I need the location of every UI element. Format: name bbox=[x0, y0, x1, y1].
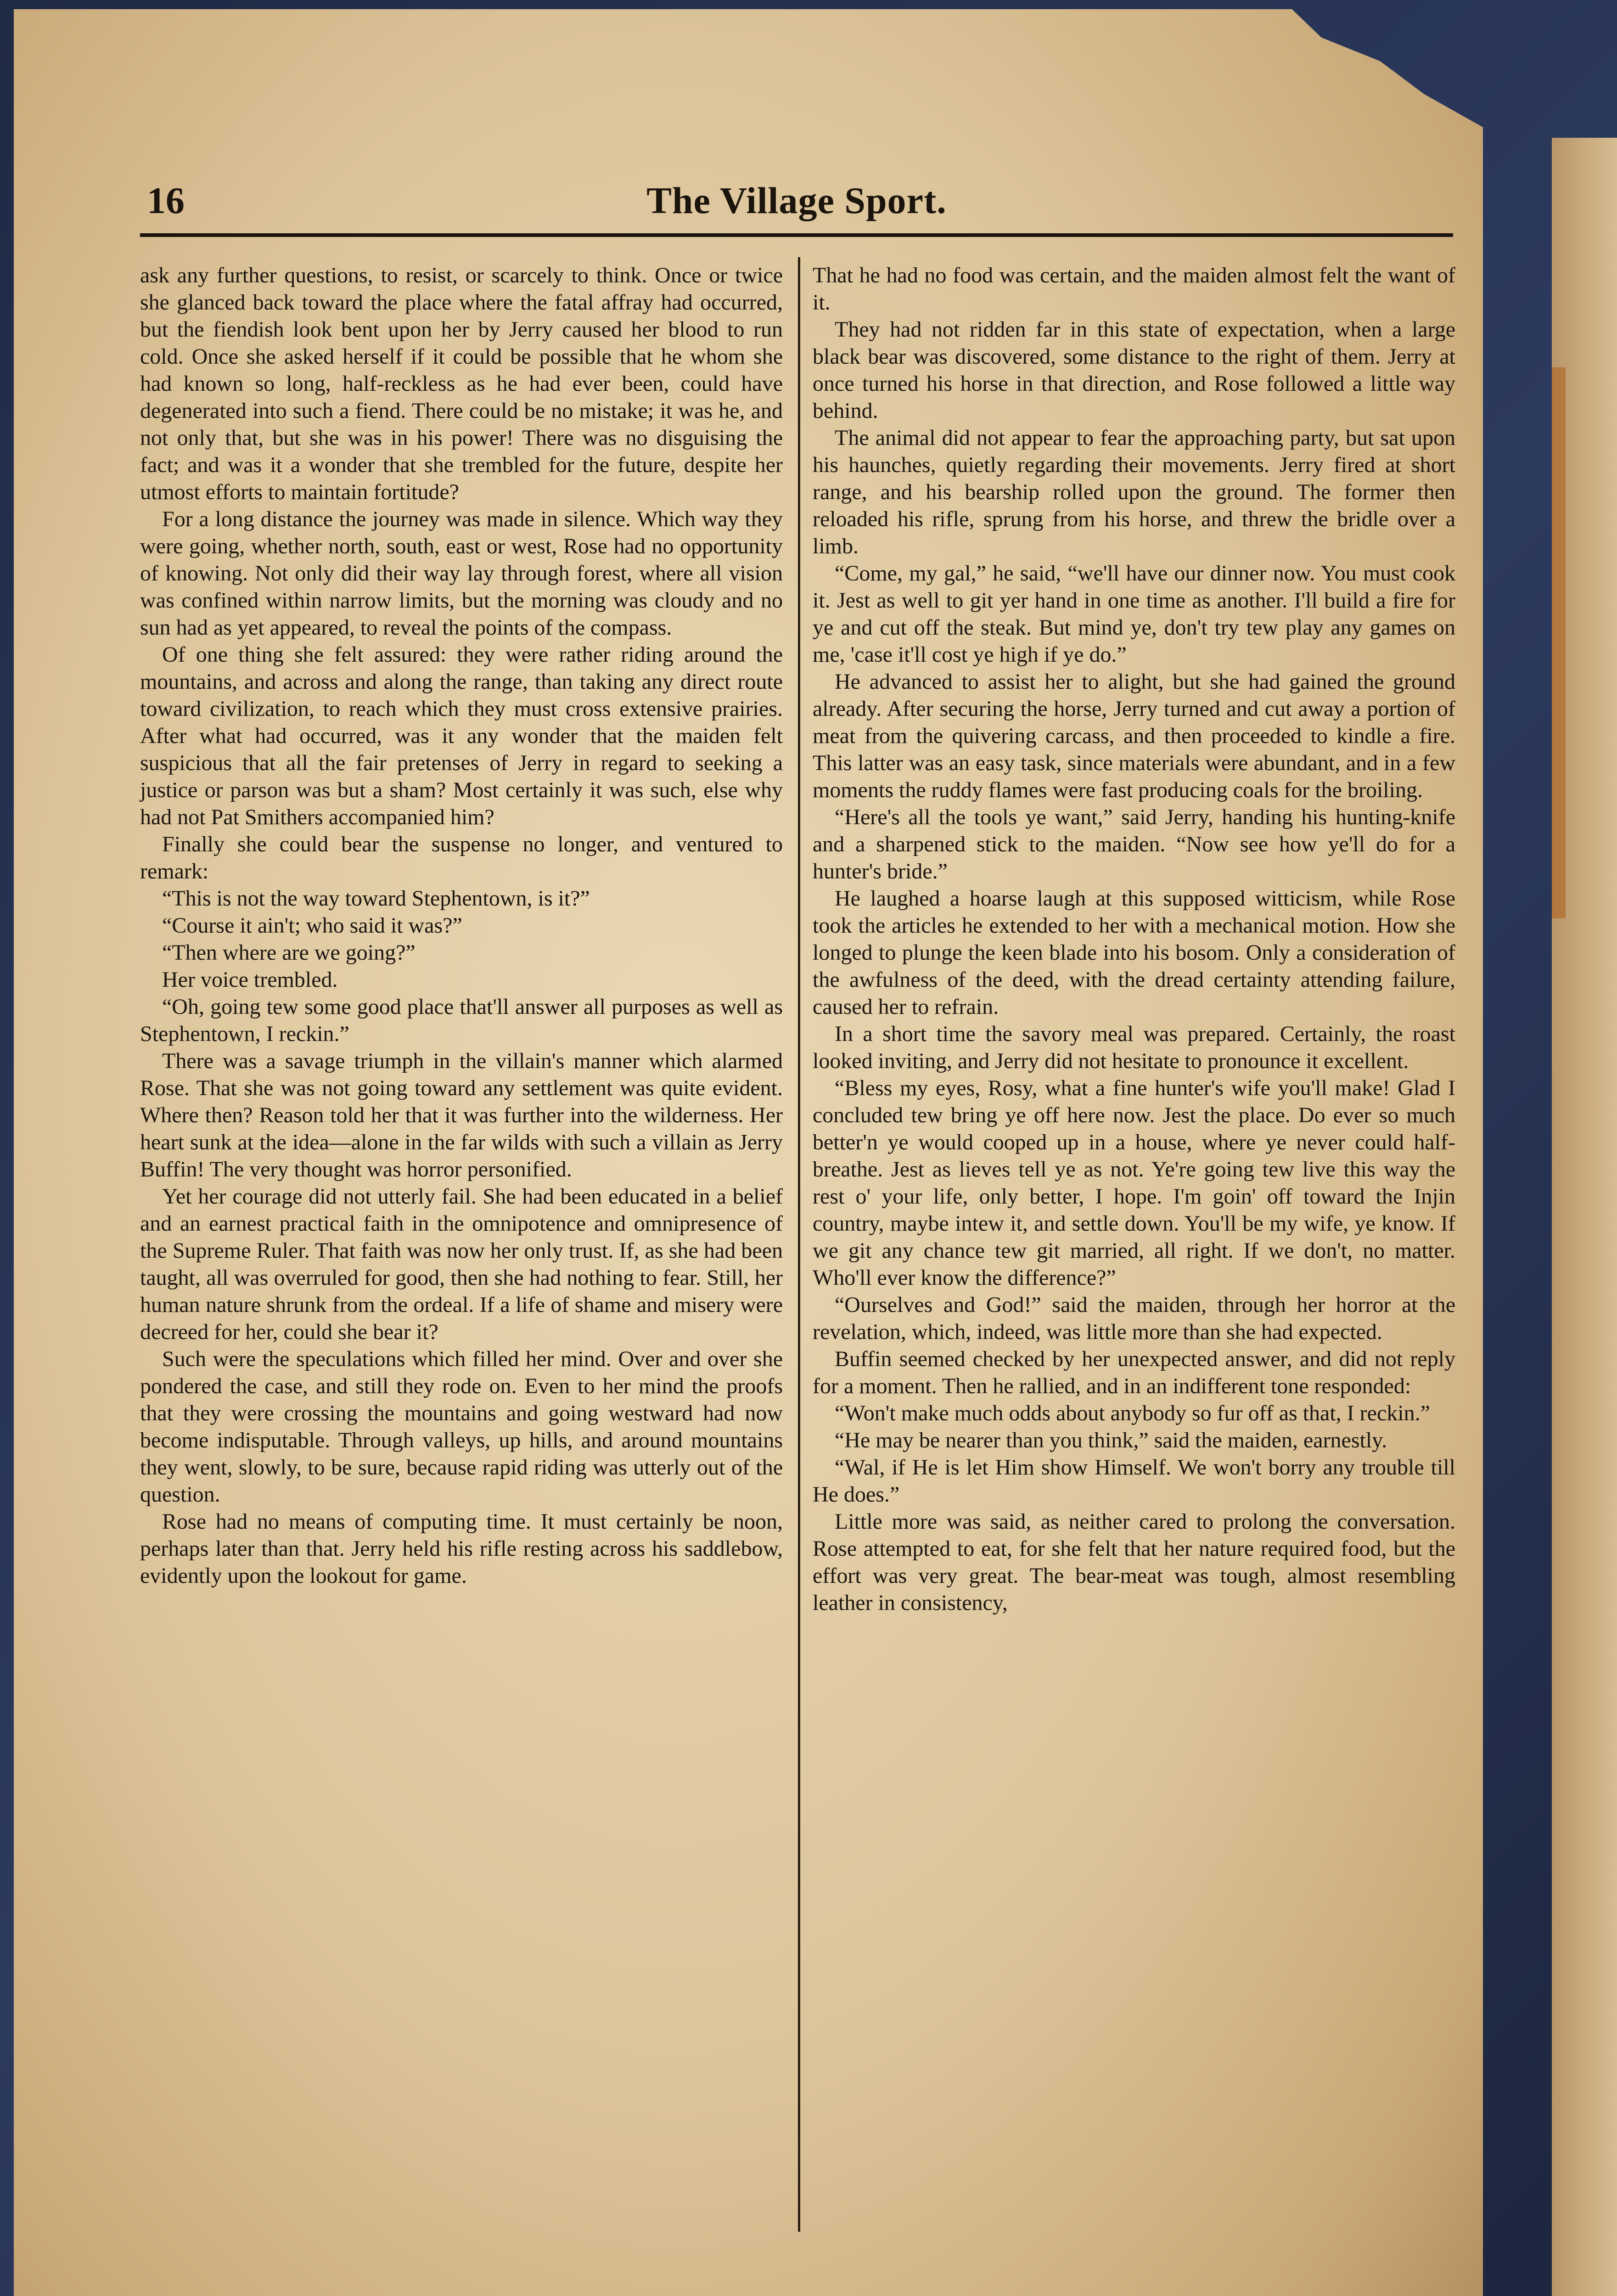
header-rule bbox=[140, 233, 1453, 237]
paragraph: Rose had no means of computing time. It must certainly be noon, perhaps later than that. Jerry held his rifle resting across his saddlebow, evidently upon the lookout for game. bbox=[140, 1509, 783, 1588]
paragraph: “Course it ain't; who said it was?” bbox=[162, 913, 462, 938]
paragraph: Buffin seemed checked by her unexpected answer, and did not reply for a moment. Then he rallied, and in an indifferent tone responded: bbox=[813, 1347, 1455, 1398]
paragraph: Her voice trembled. bbox=[162, 968, 338, 992]
paragraph: Such were the speculations which filled her mind. Over and over she pondered the case, and still they rode on. Even to her mind the proofs that they were crossing the mountains and going westward had now become indisputable. Through valleys, up hills, and around mountains they went, slowly, to be sure, because rapid riding was utterly out of the question. bbox=[140, 1347, 783, 1507]
paragraph: He laughed a hoarse laugh at this supposed witticism, while Rose took the articles he extended to her with a mechanical motion. How she longed to plunge the keen blade into his bosom. Only a consideration of the awfulness of the deed, with the dread certainty attending failure, caused her to refrain. bbox=[813, 886, 1455, 1019]
paragraph: There was a savage triumph in the villain's manner which alarmed Rose. That she was not going toward any settlement was quite evident. Where then? Reason told her that it was further into the wilderness. Her heart sunk at the idea—alone in the far wilds with such a villain as Jerry Buffin! The very thought was horror personified. bbox=[140, 1049, 783, 1182]
paragraph: “Here's all the tools ye want,” said Jerry, handing his hunting-knife and a sharpened stick to the maiden. “Now see how ye'll do for a hunter's bride.” bbox=[813, 805, 1455, 884]
paragraph: “Bless my eyes, Rosy, what a fine hunter's wife you'll make! Glad I concluded tew bring ye off here now. Jest the place. Do ever so much better'n ye would cooped up in a house, where ye never could half-breathe. Jest as lieves tell ye as not. Ye're going tew live this way the rest o' your life, only better, I hope. I'm goin' off toward the Injin country, maybe intew it, and settle down. You'll be my wife, ye know. If we git any chance tew git married, all right. If we don't, no matter. Who'll ever know the difference?” bbox=[813, 1076, 1455, 1290]
paragraph: Of one thing she felt assured: they were rather riding around the mountains, and across and along the range, than taking any direct route toward civilization, to reach which they must cross extensive prairies. After what had occurred, was it any wonder that the maiden felt suspicious that all the fair pretenses of Jerry in regard to seeking a justice or parson was but a sham? Most certainly it was such, else why had not Pat Smithers accompanied him? bbox=[140, 642, 783, 829]
paragraph: “Then where are we going?” bbox=[162, 940, 415, 965]
paragraph: “Oh, going tew some good place that'll answer all purposes as well as Stephentown, I reckin.” bbox=[140, 995, 783, 1046]
right-column bbox=[813, 262, 1455, 1616]
paragraph: Yet her courage did not utterly fail. She had been educated in a belief and an earnest practical faith in the omnipotence and omnipresence of the Supreme Ruler. That faith was now her only trust. If, as she had been taught, all was overruled for good, then she had nothing to fear. Still, her human nature shrunk from the ordeal. If a life of shame and misery were decreed for her, could she bear it? bbox=[140, 1184, 783, 1344]
column-divider bbox=[798, 257, 800, 2232]
paragraph: “This is not the way toward Stephentown, is it?” bbox=[162, 886, 590, 911]
page-header bbox=[133, 174, 1460, 230]
binding-tape bbox=[1552, 367, 1566, 918]
paragraph: “Ourselves and God!” said the maiden, through her horror at the revelation, which, indeed, was little more than she had expected. bbox=[813, 1293, 1455, 1344]
paragraph: He advanced to assist her to alight, but she had gained the ground already. After securing the horse, Jerry turned and cut away a portion of meat from the quivering carcass, and then proceeded to kindle a fire. This latter was an easy task, since materials were abundant, and in a few moments the ruddy flames were fast producing coals for the broiling. bbox=[813, 670, 1455, 802]
paragraph: “Wal, if He is let Him show Himself. We won't borry any trouble till He does.” bbox=[813, 1455, 1455, 1507]
page-number: 16 bbox=[147, 180, 185, 221]
paragraph: For a long distance the journey was made in silence. Which way they were going, whether north, south, east or west, Rose had no opportunity of knowing. Not only did their way lay through forest, where all vision was confined within narrow limits, but the morning was cloudy and no sun had as yet appeared, to reveal the points of the compass. bbox=[140, 507, 783, 640]
running-title: The Village Sport. bbox=[646, 180, 947, 221]
left-column bbox=[140, 262, 783, 1589]
paragraph: In a short time the savory meal was prepared. Certainly, the roast looked inviting, and Jerry did not hesitate to pronounce it excellent. bbox=[813, 1022, 1455, 1073]
paragraph: “He may be nearer than you think,” said the maiden, earnestly. bbox=[835, 1428, 1387, 1452]
paragraph: They had not ridden far in this state of expectation, when a large black bear was discovered, some distance to the right of them. Jerry at once turned his horse in that direction, and Rose followed a little way behind. bbox=[813, 317, 1455, 423]
paragraph: ask any further questions, to resist, or scarcely to think. Once or twice she glanced back toward the place where the fatal affray had occurred, but the fiendish look bent upon her by Jerry caused her blood to run cold. Once she asked herself if it could be possible that he whom she had known so long, half-reckless as he had ever been, could have degenerated into such a fiend. There could be no mistake; it was he, and not only that, but she was in his power! There was no disguising the fact; and was it a wonder that she trembled for the future, despite her utmost efforts to maintain fortitude? bbox=[140, 263, 783, 504]
paragraph: Finally she could bear the suspense no longer, and ventured to remark: bbox=[140, 832, 783, 884]
paragraph: “Won't make much odds about anybody so fur off as that, I reckin.” bbox=[835, 1401, 1430, 1425]
paragraph: That he had no food was certain, and the maiden almost felt the want of it. bbox=[813, 263, 1455, 315]
paragraph: The animal did not appear to fear the approaching party, but sat upon his haunches, quietly regarding their movements. Jerry fired at short range, and his bearship rolled upon the ground. The former then reloaded his rifle, sprung from his horse, and threw the bridle over a limb. bbox=[813, 426, 1455, 558]
paragraph: “Come, my gal,” he said, “we'll have our dinner now. You must cook it. Jest as well to git yer hand in one time as another. I'll build a fire for ye and cut off the steak. But mind ye, don't try tew play any games on me, 'case it'll cost ye high if ye do.” bbox=[813, 561, 1455, 667]
paragraph: Little more was said, as neither cared to prolong the conversation. Rose attempted to eat, for she felt that her nature required food, but the effort was very great. The bear-meat was tough, almost resembling leather in consistency, bbox=[813, 1509, 1455, 1615]
